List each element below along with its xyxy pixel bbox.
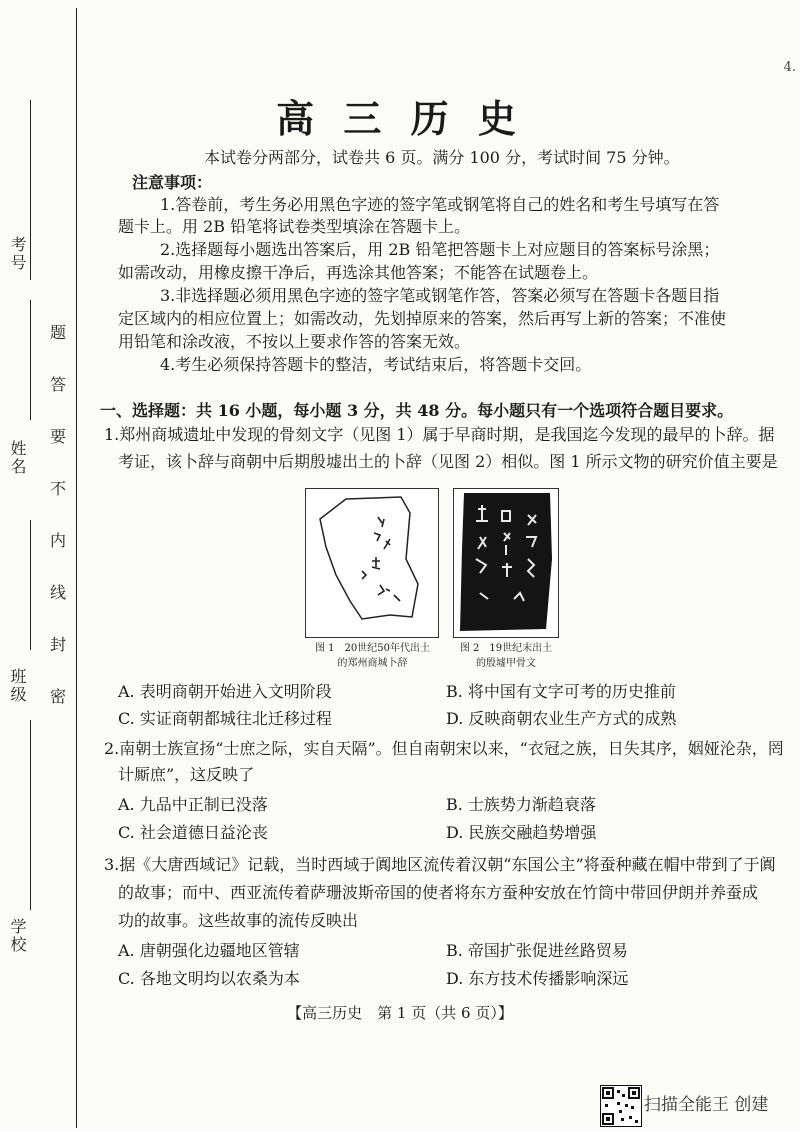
notice-line: 题卡上。用 2B 铅笔将试卷类型填涂在答题卡上。 bbox=[118, 217, 471, 236]
q3-option-a: A. 唐朝强化边疆地区管辖 bbox=[118, 941, 300, 960]
qr-pattern bbox=[601, 1086, 641, 1126]
field-label-kaohao: 考号 bbox=[8, 236, 27, 272]
q3-stem: 功的故事。这些故事的流传反映出 bbox=[118, 911, 359, 930]
figure-1-caption-line: 的郑州商城卜辞 bbox=[337, 658, 408, 669]
q2-option-a: A. 九品中正制已没落 bbox=[118, 795, 268, 814]
q1-stem: 考证，该卜辞与商朝中后期殷墟出土的卜辞（见图 2）相似。图 1 所示文物的研究价值主要是 bbox=[118, 452, 778, 471]
q2-option-b: B. 士族势力渐趋衰落 bbox=[446, 795, 596, 814]
q1-option-c: C. 实证商朝都城往北迁移过程 bbox=[118, 709, 332, 728]
q2-option-c: C. 社会道德日益沦丧 bbox=[118, 823, 268, 842]
field-label-xingming: 姓名 bbox=[8, 440, 27, 476]
seal-char: 内 bbox=[50, 531, 67, 550]
page-title: 高 三 历 史 bbox=[276, 96, 524, 141]
q1-option-b: B. 将中国有文字可考的历史推前 bbox=[446, 682, 676, 701]
seal-char: 要 bbox=[50, 427, 67, 446]
notice-line: 3.非选择题必须用黑色字迹的签字笔或钢笔作答，答案必须写在答题卡各题目指 bbox=[160, 286, 720, 305]
q1-stem: 1.郑州商城遗址中发现的骨刻文字（见图 1）属于早商时期，是我国迄今发现的最早的卜辞。据 bbox=[104, 425, 775, 444]
q1-option-d: D. 反映商朝农业生产方式的成熟 bbox=[446, 709, 677, 728]
q3-stem: 的故事；而中、西亚流传着萨珊波斯帝国的使者将东方蚕种安放在竹筒中带回伊朗并养蚕成 bbox=[118, 883, 759, 902]
binding-margin bbox=[0, 0, 82, 1132]
figure-2-caption-line: 图 2 19世纪末出土 bbox=[459, 643, 553, 654]
notice-line: 1.答卷前，考生务必用黑色字迹的签字笔或钢笔将自己的姓名和考生号填写在答 bbox=[160, 195, 720, 214]
notice-line: 4.考生必须保持答题卡的整洁，考试结束后，将答题卡交回。 bbox=[160, 355, 592, 374]
notice-heading: 注意事项： bbox=[132, 173, 213, 192]
qr-code-icon bbox=[600, 1085, 642, 1127]
page-footer: 【高三历史 第 1 页（共 6 页）】 bbox=[287, 1004, 513, 1022]
q2-stem: 2.南朝士族宣扬“士庶之际，实自天隔”。但自南朝宋以来，“衣冠之族，日失其序，姻娅沦杂，罔 bbox=[104, 739, 784, 758]
seal-char: 密 bbox=[50, 687, 67, 706]
figure-1-oracle-bone bbox=[305, 488, 439, 638]
q3-option-d: D. 东方技术传播影响深远 bbox=[446, 969, 629, 988]
seal-char: 不 bbox=[50, 479, 67, 498]
field-line-xuexiao bbox=[30, 720, 31, 910]
seal-char: 题 bbox=[50, 323, 67, 342]
field-label-xuexiao: 学校 bbox=[8, 918, 27, 954]
figure-1-caption-line: 图 1 20世纪50年代出土 bbox=[315, 643, 430, 654]
q3-option-b: B. 帝国扩张促进丝路贸易 bbox=[446, 941, 628, 960]
notice-line: 用铅笔和涂改液，不按以上要求作答的答案无效。 bbox=[118, 332, 471, 351]
exam-intro: 本试卷分两部分，试卷共 6 页。满分 100 分，考试时间 75 分钟。 bbox=[204, 148, 680, 167]
section-heading: 一、选择题：共 16 小题，每小题 3 分，共 48 分。每小题只有一个选项符合题目要求。 bbox=[100, 401, 734, 420]
seal-char: 封 bbox=[50, 635, 67, 654]
bone-fragment-image bbox=[306, 489, 438, 637]
figure-2-caption-line: 的殷墟甲骨文 bbox=[476, 658, 536, 669]
notice-line: 如需改动，用橡皮擦干净后，再选涂其他答案；不能答在试题卷上。 bbox=[118, 263, 599, 282]
field-line-xingming bbox=[30, 300, 31, 420]
field-line-banji bbox=[30, 520, 31, 650]
oracle-script-image bbox=[454, 489, 558, 637]
seal-char: 线 bbox=[50, 583, 67, 602]
figure-2-caption bbox=[450, 641, 562, 671]
figure-2-oracle-bone bbox=[453, 488, 559, 638]
q3-stem: 3.据《大唐西域记》记载，当时西域于阗地区流传着汉朝“东国公主”将蚕种藏在帽中带到了于阗 bbox=[104, 855, 776, 874]
scanner-watermark: 扫描全能王 创建 bbox=[644, 1095, 769, 1115]
q2-stem: 计厮庶”，这反映了 bbox=[118, 765, 255, 784]
margin-line-outer bbox=[76, 8, 77, 1128]
q1-option-a: A. 表明商朝开始进入文明阶段 bbox=[118, 682, 332, 701]
notice-line: 2.选择题每小题选出答案后，用 2B 铅笔把答题卡上对应题目的答案标号涂黑； bbox=[160, 240, 720, 259]
notice-line: 定区域内的相应位置上；如需改动，先划掉原来的答案，然后再写上新的答案；不准使 bbox=[118, 309, 727, 328]
seal-char: 答 bbox=[50, 375, 67, 394]
corner-mark: 4. bbox=[783, 60, 796, 75]
q2-option-d: D. 民族交融趋势增强 bbox=[446, 823, 597, 842]
q3-option-c: C. 各地文明均以农桑为本 bbox=[118, 969, 300, 988]
field-label-banji: 班级 bbox=[8, 668, 27, 704]
figure-1-caption bbox=[300, 641, 445, 671]
